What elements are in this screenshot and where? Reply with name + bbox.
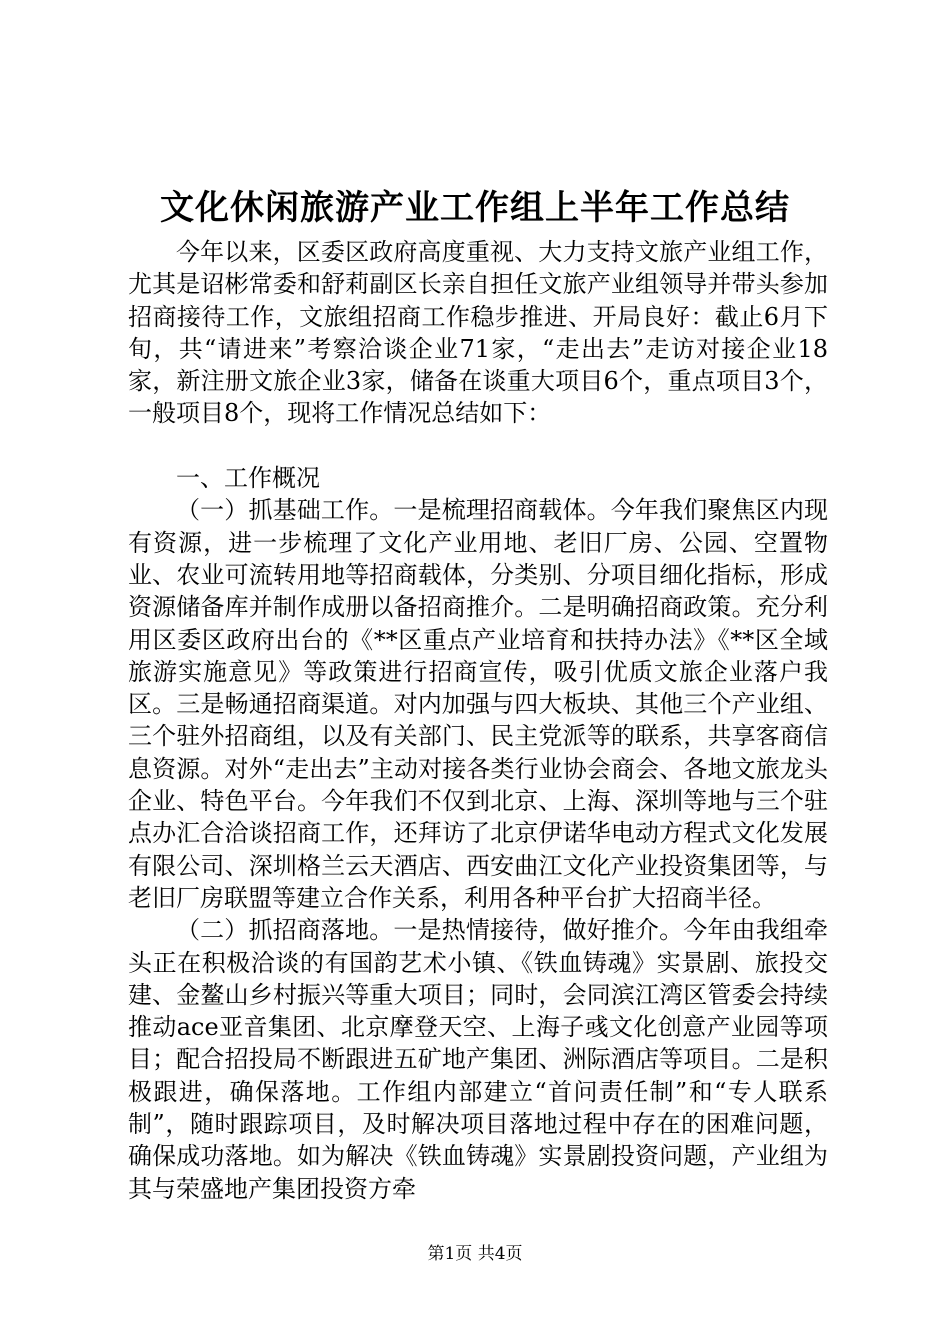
paragraph-spacer (128, 430, 828, 462)
paragraph-investment-landing: （二）抓招商落地。一是热情接待，做好推介。今年由我组牵头正在积极洽谈的有国韵艺术小镇、《铁血铸魂》实景剧、旅投交建、金鳌山乡村振兴等重大项目；同时，会同滨江湾区管委会持续推动ace亚音集团、北京摩登天空、上海子彧文化创意产业园等项目；配合招投局不断跟进五矿地产集团、洲际酒店等项目。二是积极跟进，确保落地。工作组内部建立“首问责任制”和“专人联系制”，随时跟踪项目，及时解决项目落地过程中存在的困难问题，确保成功落地。如为解决《铁血铸魂》实景剧投资问题，产业组为其与荣盛地产集团投资方牵 (128, 916, 828, 1203)
document-body (128, 236, 828, 1205)
section-heading: 一、工作概况 (176, 464, 320, 493)
paragraph-basic-work: （一）抓基础工作。一是梳理招商载体。今年我们聚焦区内现有资源，进一步梳理了文化产业用地、老旧厂房、公园、空置物业、农业可流转用地等招商载体，分类别、分项目细化指标，形成资源储备库并制作成册以备招商推介。二是明确招商政策。充分利用区委区政府出台的《**区重点产业培育和扶持办法》《**区全域旅游实施意见》等政策进行招商宣传，吸引优质文旅企业落户我区。三是畅通招商渠道。对内加强与四大板块、其他三个产业组、三个驻外招商组，以及有关部门、民主党派等的联系，共享客商信息资源。对外“走出去”主动对接各类行业协会商会、各地文旅龙头企业、特色平台。今年我们不仅到北京、上海、深圳等地与三个驻点办汇合洽谈招商工作，还拜访了北京伊诺华电动方程式文化发展有限公司、深圳格兰云天酒店、西安曲江文化产业投资集团等，与老旧厂房联盟等建立合作关系，利用各种平台扩大招商半径。 (128, 496, 828, 912)
page-footer: 第1页 共4页 (427, 1244, 523, 1264)
document-title: 文化休闲旅游产业工作组上半年工作总结 (160, 188, 790, 228)
paragraph-intro: 今年以来，区委区政府高度重视、大力支持文旅产业组工作，尤其是诏彬常委和舒莉副区长亲自担任文旅产业组领导并带头参加招商接待工作，文旅组招商工作稳步推进、开局良好：截止6月下旬，共“请进来”考察洽谈企业71家，“走出去”走访对接企业18家，新注册文旅企业3家，储备在谈重大项目6个，重点项目3个，一般项目8个，现将工作情况总结如下： (128, 238, 828, 428)
